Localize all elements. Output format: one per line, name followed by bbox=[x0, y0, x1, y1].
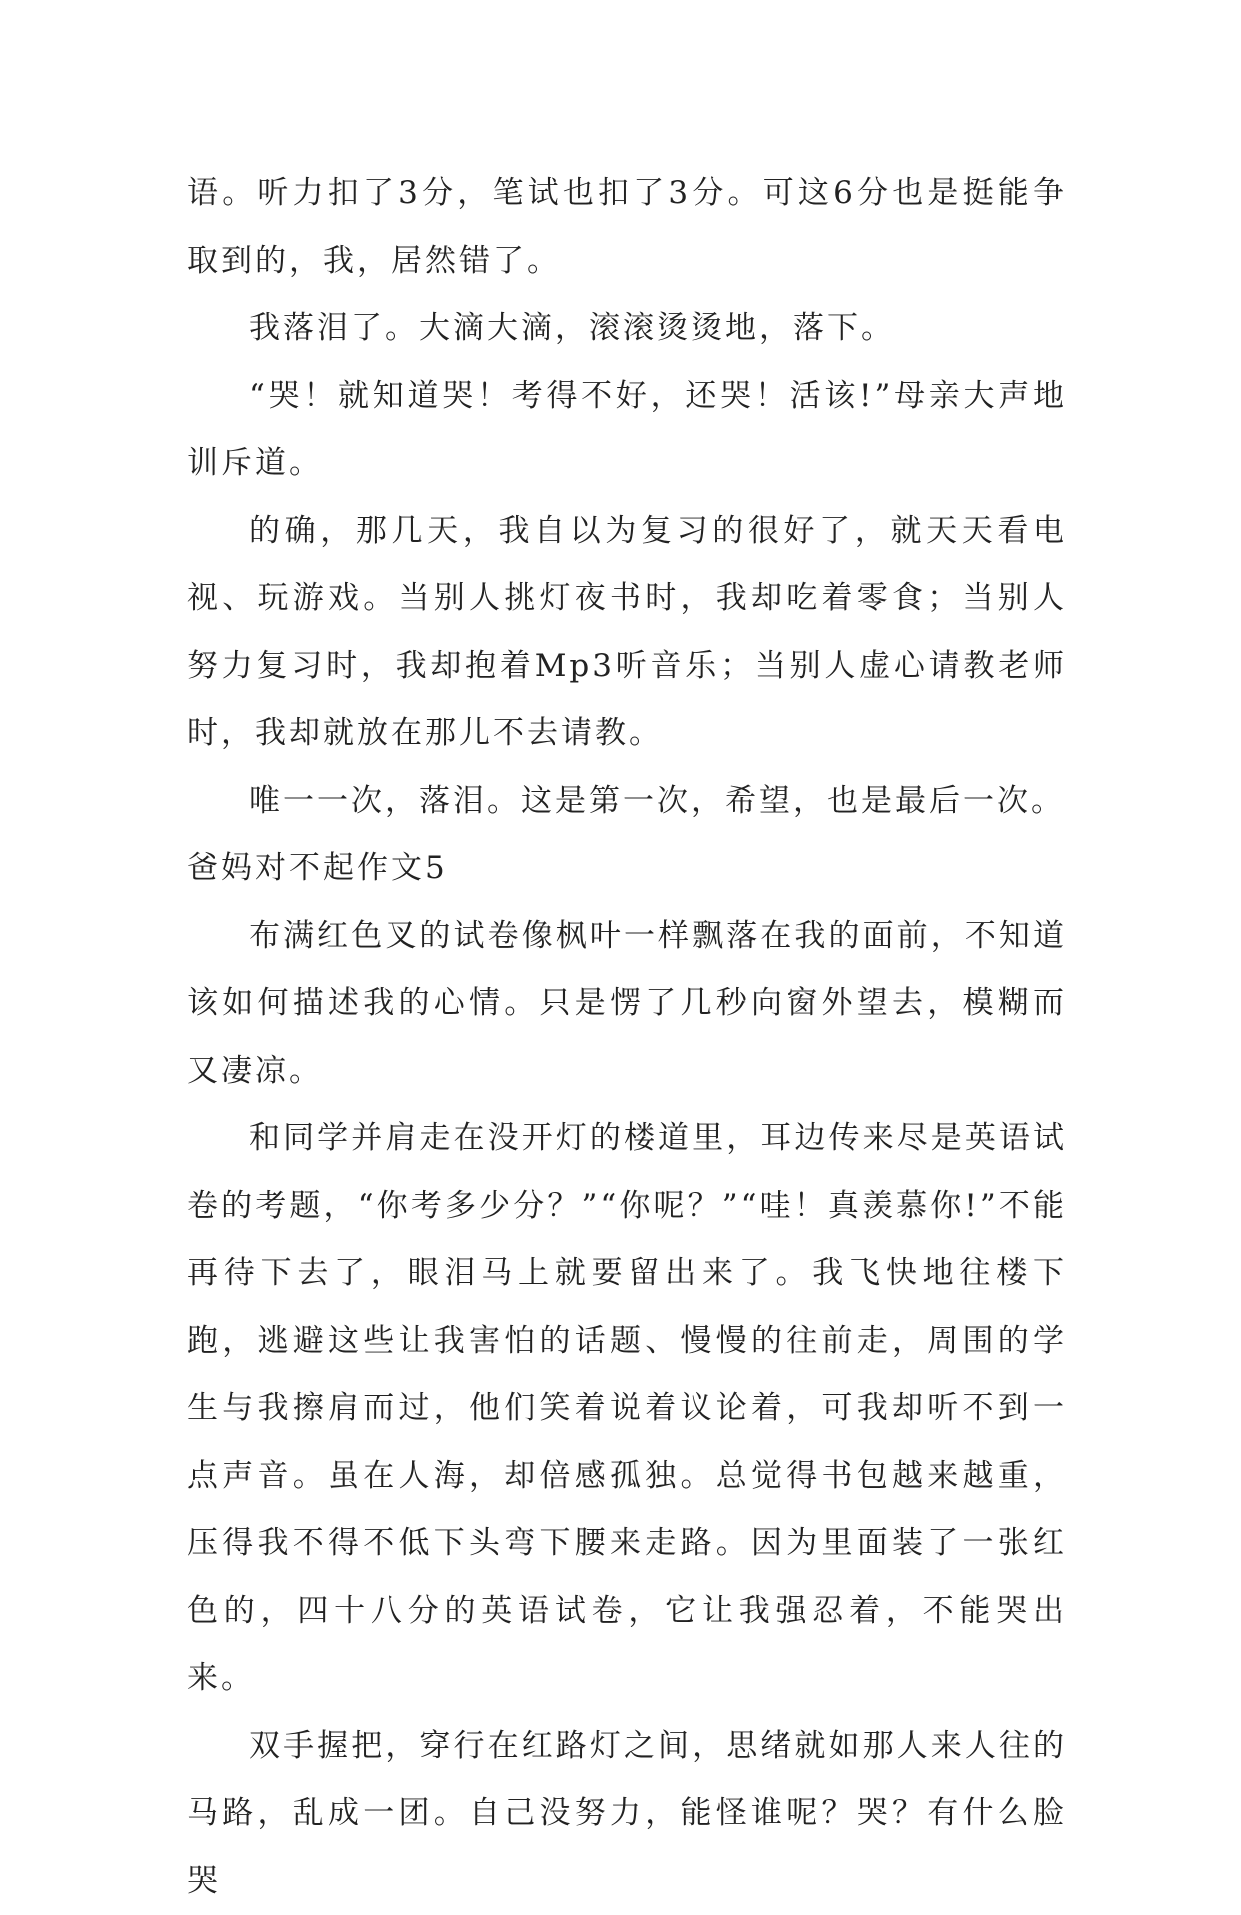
paragraph: 我落泪了。大滴大滴，滚滚烫烫地，落下。 bbox=[187, 295, 1067, 363]
paragraph: 和同学并肩走在没开灯的楼道里，耳边传来尽是英语试卷的考题，“你考多少分？”“你呢？”“哇！真羡慕你!”不能再待下去了，眼泪马上就要留出来了。我飞快地往楼下跑，逃避这些让我害怕的话题、慢慢的往前走，周围的学生与我擦肩而过，他们笑着说着议论着，可我却听不到一点声音。虽在人海，却倍感孤独。总觉得书包越来越重，压得我不得不低下头弯下腰来走路。因为里面装了一张红色的，四十八分的英语试卷，它让我强忍着，不能哭出来。 bbox=[187, 1105, 1067, 1713]
paragraph: “哭！就知道哭！考得不好，还哭！活该!”母亲大声地训斥道。 bbox=[187, 363, 1067, 498]
paragraph: 语。听力扣了3分，笔试也扣了3分。可这6分也是挺能争取到的，我，居然错了。 bbox=[187, 160, 1067, 295]
paragraph: 布满红色叉的试卷像枫叶一样飘落在我的面前，不知道该如何描述我的心情。只是愣了几秒向窗外望去，模糊而又凄凉。 bbox=[187, 903, 1067, 1106]
paragraph: 的确，那几天，我自以为复习的很好了，就天天看电视、玩游戏。当别人挑灯夜书时，我却吃着零食；当别人努力复习时，我却抱着Mp3听音乐；当别人虚心请教老师时，我却就放在那儿不去请教。 bbox=[187, 498, 1067, 768]
section-heading: 爸妈对不起作文5 bbox=[187, 835, 1067, 903]
paragraph: 双手握把，穿行在红路灯之间，思绪就如那人来人往的马路，乱成一团。自己没努力，能怪谁呢？哭？有什么脸哭 bbox=[187, 1713, 1067, 1915]
document-body bbox=[187, 160, 1067, 1915]
paragraph: 唯一一次，落泪。这是第一次，希望，也是最后一次。 bbox=[187, 768, 1067, 836]
